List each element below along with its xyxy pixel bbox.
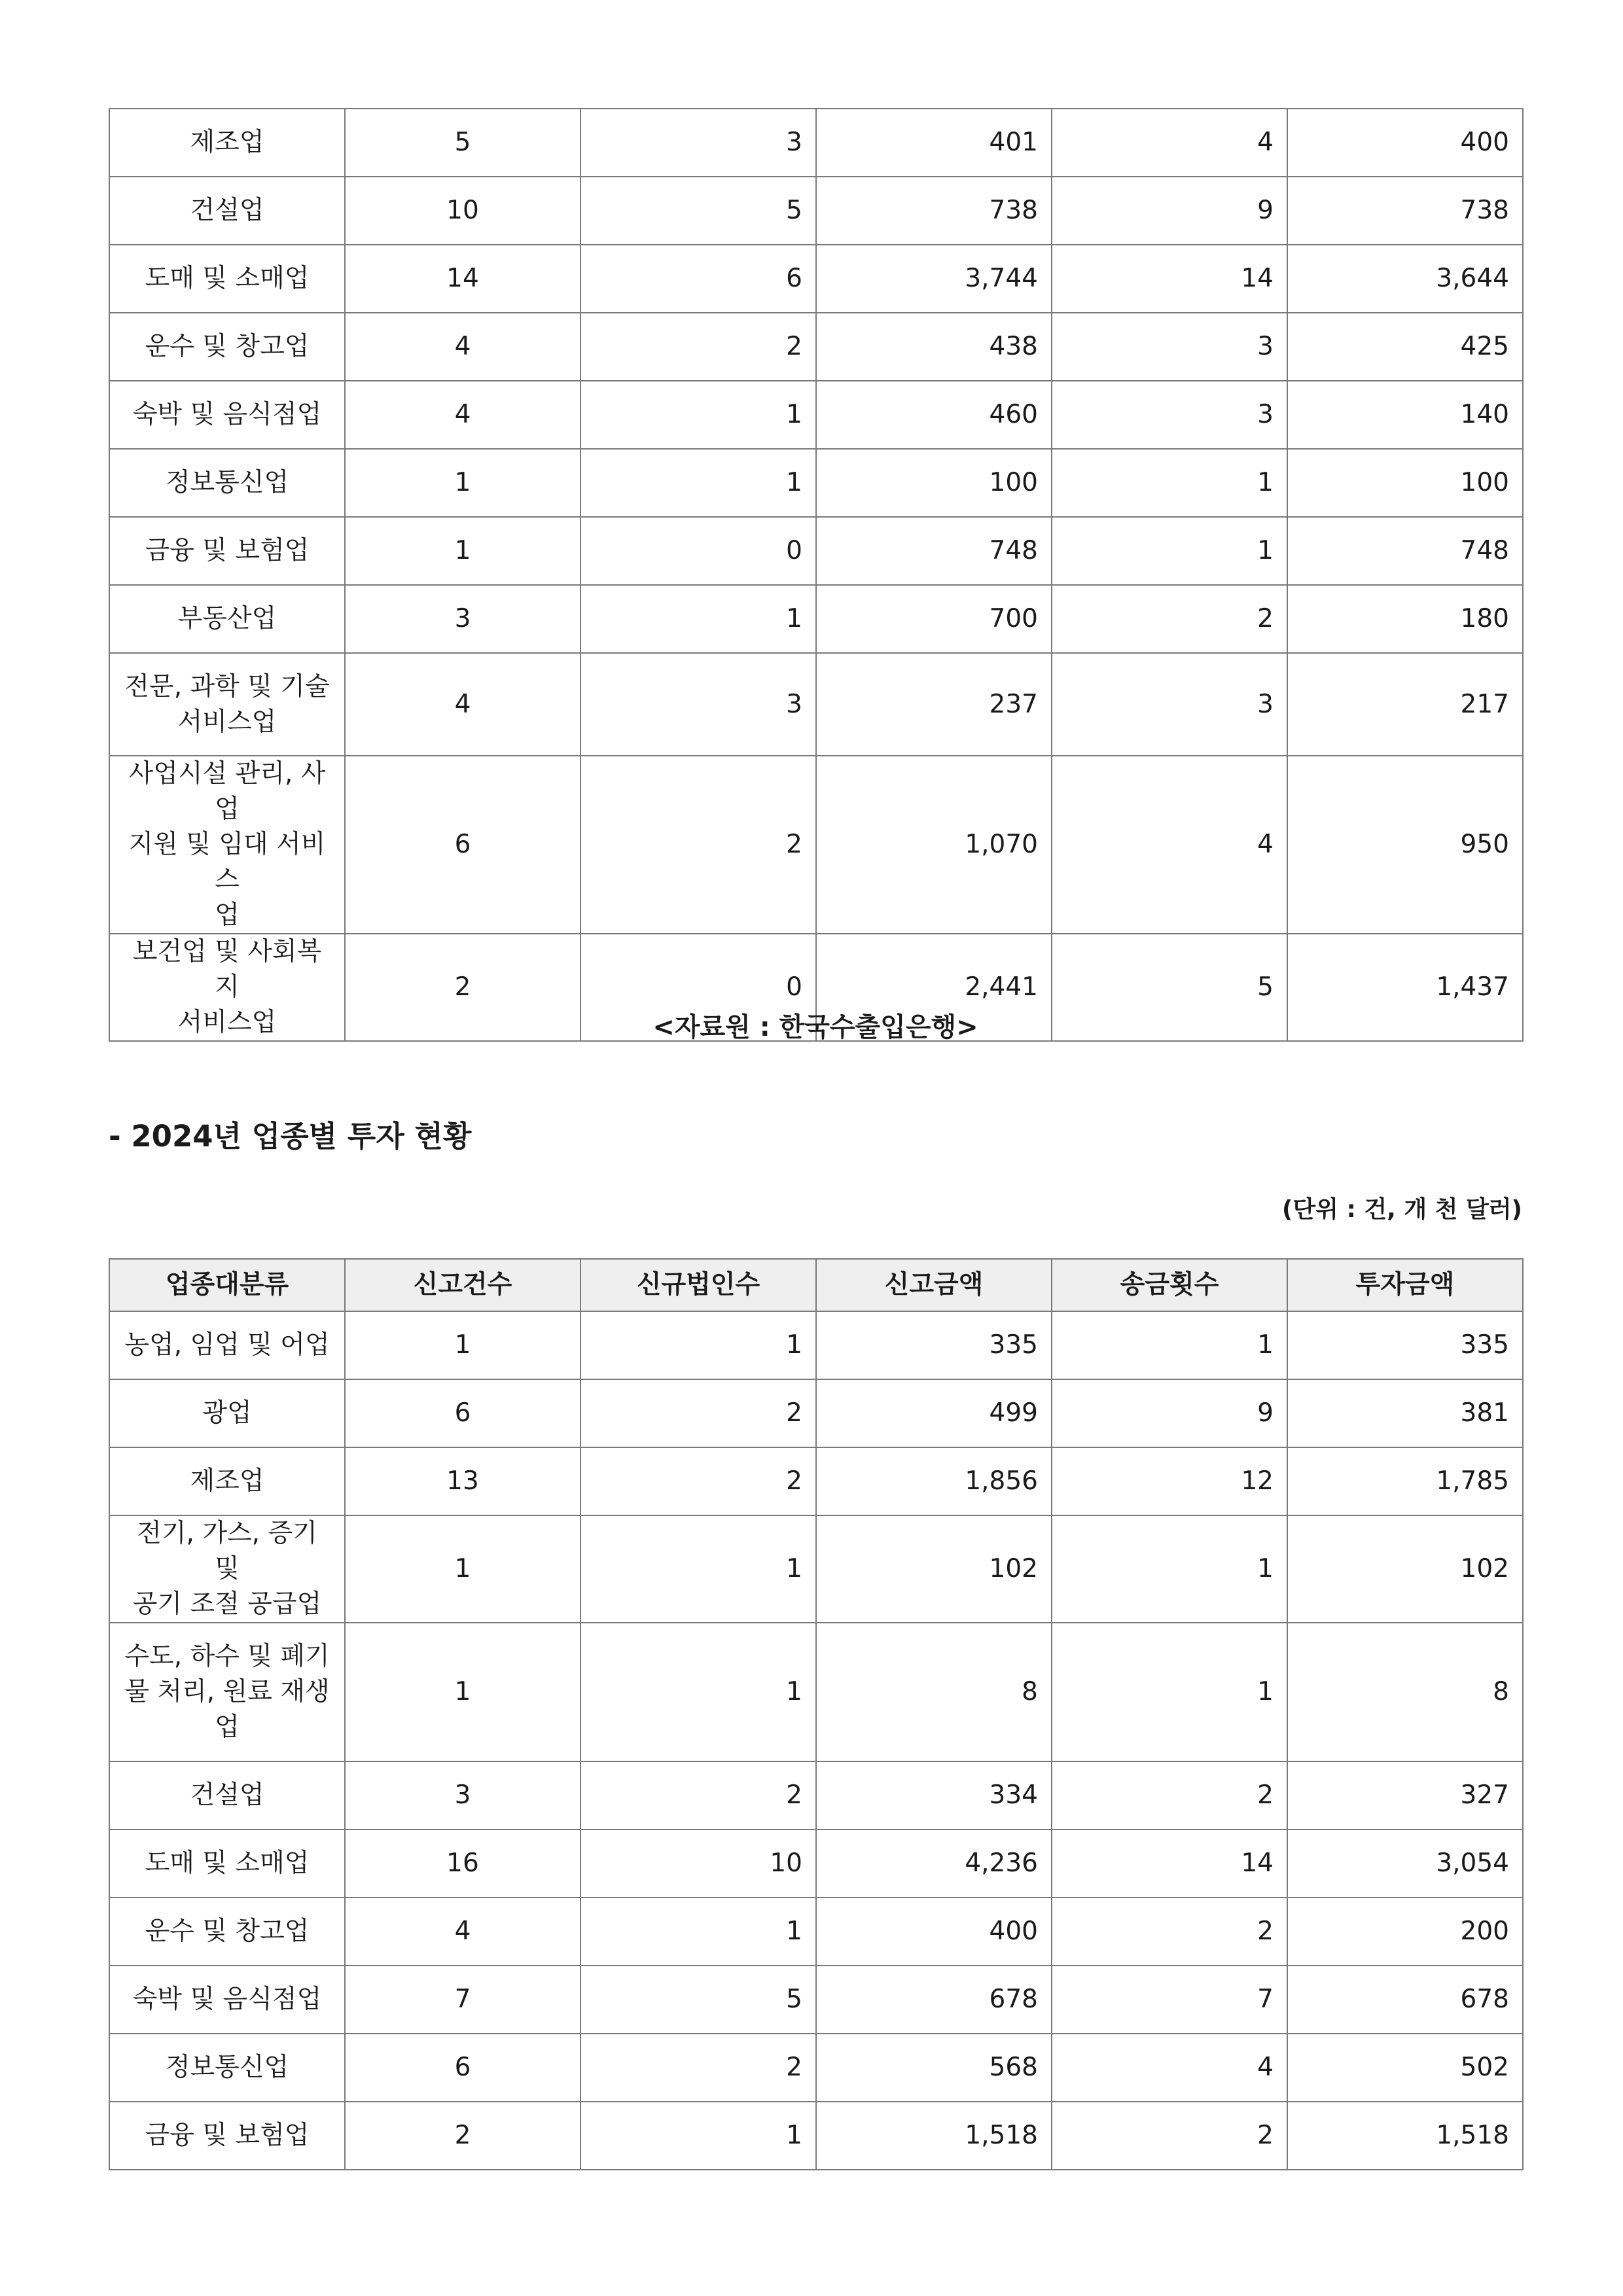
industry-cell: 보건업 및 사회복지 서비스업 — [109, 934, 345, 1041]
report-count-cell: 2 — [345, 2102, 580, 2170]
report-count-cell: 6 — [345, 2034, 580, 2102]
remittance-count-cell: 12 — [1052, 1447, 1287, 1515]
investment-amount-cell: 502 — [1287, 2034, 1523, 2102]
report-count-cell: 10 — [345, 177, 580, 245]
new-corporations-cell: 2 — [580, 2034, 816, 2102]
report-amount-cell: 1,518 — [816, 2102, 1052, 2170]
report-amount-cell: 8 — [816, 1623, 1052, 1761]
table-row — [109, 109, 1523, 177]
table-row — [109, 517, 1523, 585]
remittance-count-cell: 9 — [1052, 1379, 1287, 1447]
report-count-cell: 5 — [345, 109, 580, 177]
table-row — [109, 1761, 1523, 1829]
report-amount-cell: 499 — [816, 1379, 1052, 1447]
industry-cell: 제조업 — [109, 109, 345, 177]
report-count-cell: 1 — [345, 1515, 580, 1623]
investment-amount-cell: 1,785 — [1287, 1447, 1523, 1515]
new-corporations-cell: 2 — [580, 1379, 816, 1447]
report-count-cell: 16 — [345, 1829, 580, 1898]
industry-cell: 도매 및 소매업 — [109, 245, 345, 313]
new-corporations-cell: 1 — [580, 585, 816, 653]
header-remittance-count: 송금횟수 — [1052, 1259, 1287, 1311]
report-count-cell: 4 — [345, 653, 580, 756]
new-corporations-cell: 1 — [580, 1623, 816, 1761]
report-amount-cell: 237 — [816, 653, 1052, 756]
table-row — [109, 449, 1523, 517]
remittance-count-cell: 2 — [1052, 1761, 1287, 1829]
report-count-cell: 1 — [345, 449, 580, 517]
report-amount-cell: 438 — [816, 313, 1052, 381]
report-amount-cell: 4,236 — [816, 1829, 1052, 1898]
industry-cell: 전기, 가스, 증기 및 공기 조절 공급업 — [109, 1515, 345, 1623]
remittance-count-cell: 1 — [1052, 1311, 1287, 1379]
report-count-cell: 1 — [345, 1311, 580, 1379]
industry-cell: 숙박 및 음식점업 — [109, 381, 345, 449]
table-row — [109, 1898, 1523, 1966]
industry-cell: 수도, 하수 및 폐기 물 처리, 원료 재생 업 — [109, 1623, 345, 1761]
industry-cell: 운수 및 창고업 — [109, 313, 345, 381]
investment-amount-cell: 100 — [1287, 449, 1523, 517]
investment-amount-cell: 180 — [1287, 585, 1523, 653]
investment-amount-cell: 738 — [1287, 177, 1523, 245]
table-row — [109, 756, 1523, 934]
investment-amount-cell: 748 — [1287, 517, 1523, 585]
report-amount-cell: 460 — [816, 381, 1052, 449]
table-row — [109, 2034, 1523, 2102]
investment-amount-cell: 217 — [1287, 653, 1523, 756]
header-industry: 업종대분류 — [109, 1259, 345, 1311]
new-corporations-cell: 0 — [580, 934, 816, 1041]
table-row — [109, 177, 1523, 245]
report-count-cell: 4 — [345, 1898, 580, 1966]
header-row — [109, 1259, 1523, 1311]
table-row — [109, 381, 1523, 449]
remittance-count-cell: 14 — [1052, 1829, 1287, 1898]
report-count-cell: 14 — [345, 245, 580, 313]
remittance-count-cell: 4 — [1052, 756, 1287, 934]
remittance-count-cell: 1 — [1052, 1623, 1287, 1761]
investment-amount-cell: 1,518 — [1287, 2102, 1523, 2170]
new-corporations-cell: 1 — [580, 1311, 816, 1379]
new-corporations-cell: 2 — [580, 1761, 816, 1829]
industry-cell: 정보통신업 — [109, 449, 345, 517]
report-amount-cell: 700 — [816, 585, 1052, 653]
industry-table-2024 — [109, 1258, 1524, 2170]
industry-cell: 금융 및 보험업 — [109, 517, 345, 585]
new-corporations-cell: 2 — [580, 1447, 816, 1515]
industry-table-2024-header — [109, 1259, 1523, 1311]
remittance-count-cell: 14 — [1052, 245, 1287, 313]
header-new-corporations: 신규법인수 — [580, 1259, 816, 1311]
report-count-cell: 4 — [345, 381, 580, 449]
investment-amount-cell: 8 — [1287, 1623, 1523, 1761]
industry-cell: 정보통신업 — [109, 2034, 345, 2102]
remittance-count-cell: 3 — [1052, 313, 1287, 381]
industry-cell: 건설업 — [109, 177, 345, 245]
industry-cell: 운수 및 창고업 — [109, 1898, 345, 1966]
new-corporations-cell: 3 — [580, 109, 816, 177]
table-row — [109, 1379, 1523, 1447]
remittance-count-cell: 2 — [1052, 1898, 1287, 1966]
new-corporations-cell: 10 — [580, 1829, 816, 1898]
remittance-count-cell: 1 — [1052, 449, 1287, 517]
report-count-cell: 1 — [345, 517, 580, 585]
investment-amount-cell: 140 — [1287, 381, 1523, 449]
header-investment-amount: 투자금액 — [1287, 1259, 1523, 1311]
report-count-cell: 6 — [345, 1379, 580, 1447]
report-amount-cell: 748 — [816, 517, 1052, 585]
report-amount-cell: 335 — [816, 1311, 1052, 1379]
report-amount-cell: 2,441 — [816, 934, 1052, 1041]
report-amount-cell: 1,856 — [816, 1447, 1052, 1515]
table-row — [109, 2102, 1523, 2170]
industry-cell: 사업시설 관리, 사업 지원 및 임대 서비스 업 — [109, 756, 345, 934]
industry-table-2024-body — [109, 1311, 1523, 2170]
remittance-count-cell: 2 — [1052, 2102, 1287, 2170]
new-corporations-cell: 3 — [580, 653, 816, 756]
table-row — [109, 1829, 1523, 1898]
table-row — [109, 245, 1523, 313]
report-count-cell: 3 — [345, 585, 580, 653]
industry-cell: 건설업 — [109, 1761, 345, 1829]
industry-cell: 농업, 임업 및 어업 — [109, 1311, 345, 1379]
report-amount-cell: 678 — [816, 1966, 1052, 2034]
table-row — [109, 1966, 1523, 2034]
table-row — [109, 585, 1523, 653]
report-amount-cell: 100 — [816, 449, 1052, 517]
table-row — [109, 653, 1523, 756]
new-corporations-cell: 5 — [580, 1966, 816, 2034]
investment-amount-cell: 381 — [1287, 1379, 1523, 1447]
industry-cell: 금융 및 보험업 — [109, 2102, 345, 2170]
new-corporations-cell: 0 — [580, 517, 816, 585]
industry-table-continued — [109, 108, 1524, 1042]
industry-cell: 광업 — [109, 1379, 345, 1447]
investment-amount-cell: 200 — [1287, 1898, 1523, 1966]
report-amount-cell: 334 — [816, 1761, 1052, 1829]
remittance-count-cell: 4 — [1052, 109, 1287, 177]
investment-amount-cell: 335 — [1287, 1311, 1523, 1379]
report-count-cell: 1 — [345, 1623, 580, 1761]
new-corporations-cell: 2 — [580, 313, 816, 381]
new-corporations-cell: 1 — [580, 1898, 816, 1966]
new-corporations-cell: 1 — [580, 449, 816, 517]
section-heading: - 2024년 업종별 투자 현황 — [109, 1119, 472, 1154]
new-corporations-cell: 1 — [580, 2102, 816, 2170]
remittance-count-cell: 1 — [1052, 1515, 1287, 1623]
investment-amount-cell: 400 — [1287, 109, 1523, 177]
report-amount-cell: 401 — [816, 109, 1052, 177]
remittance-count-cell: 7 — [1052, 1966, 1287, 2034]
report-amount-cell: 400 — [816, 1898, 1052, 1966]
report-amount-cell: 102 — [816, 1515, 1052, 1623]
table-row — [109, 1311, 1523, 1379]
investment-amount-cell: 1,437 — [1287, 934, 1523, 1041]
remittance-count-cell: 2 — [1052, 585, 1287, 653]
investment-amount-cell: 3,054 — [1287, 1829, 1523, 1898]
table-row — [109, 313, 1523, 381]
industry-cell: 부동산업 — [109, 585, 345, 653]
report-count-cell: 7 — [345, 1966, 580, 2034]
new-corporations-cell: 6 — [580, 245, 816, 313]
report-amount-cell: 738 — [816, 177, 1052, 245]
new-corporations-cell: 5 — [580, 177, 816, 245]
remittance-count-cell: 3 — [1052, 653, 1287, 756]
report-count-cell: 4 — [345, 313, 580, 381]
table-row — [109, 1623, 1523, 1761]
investment-amount-cell: 950 — [1287, 756, 1523, 934]
investment-amount-cell: 678 — [1287, 1966, 1523, 2034]
table-row — [109, 1447, 1523, 1515]
remittance-count-cell: 5 — [1052, 934, 1287, 1041]
report-count-cell: 13 — [345, 1447, 580, 1515]
remittance-count-cell: 9 — [1052, 177, 1287, 245]
investment-amount-cell: 3,644 — [1287, 245, 1523, 313]
industry-cell: 숙박 및 음식점업 — [109, 1966, 345, 2034]
new-corporations-cell: 2 — [580, 756, 816, 934]
industry-cell: 도매 및 소매업 — [109, 1829, 345, 1898]
industry-table-continued-body — [109, 109, 1523, 1041]
new-corporations-cell: 1 — [580, 381, 816, 449]
remittance-count-cell: 4 — [1052, 2034, 1287, 2102]
unit-note: (단위 : 건, 개 천 달러) — [1281, 1196, 1522, 1223]
report-amount-cell: 568 — [816, 2034, 1052, 2102]
new-corporations-cell: 1 — [580, 1515, 816, 1623]
table-row — [109, 1515, 1523, 1623]
source-note: <자료원 : 한국수출입은행> — [652, 1012, 978, 1042]
industry-cell: 전문, 과학 및 기술 서비스업 — [109, 653, 345, 756]
remittance-count-cell: 3 — [1052, 381, 1287, 449]
report-amount-cell: 1,070 — [816, 756, 1052, 934]
remittance-count-cell: 1 — [1052, 517, 1287, 585]
report-count-cell: 2 — [345, 934, 580, 1041]
header-report-count: 신고건수 — [345, 1259, 580, 1311]
investment-amount-cell: 425 — [1287, 313, 1523, 381]
investment-amount-cell: 102 — [1287, 1515, 1523, 1623]
header-report-amount: 신고금액 — [816, 1259, 1052, 1311]
report-amount-cell: 3,744 — [816, 245, 1052, 313]
industry-cell: 제조업 — [109, 1447, 345, 1515]
investment-amount-cell: 327 — [1287, 1761, 1523, 1829]
report-count-cell: 3 — [345, 1761, 580, 1829]
report-count-cell: 6 — [345, 756, 580, 934]
